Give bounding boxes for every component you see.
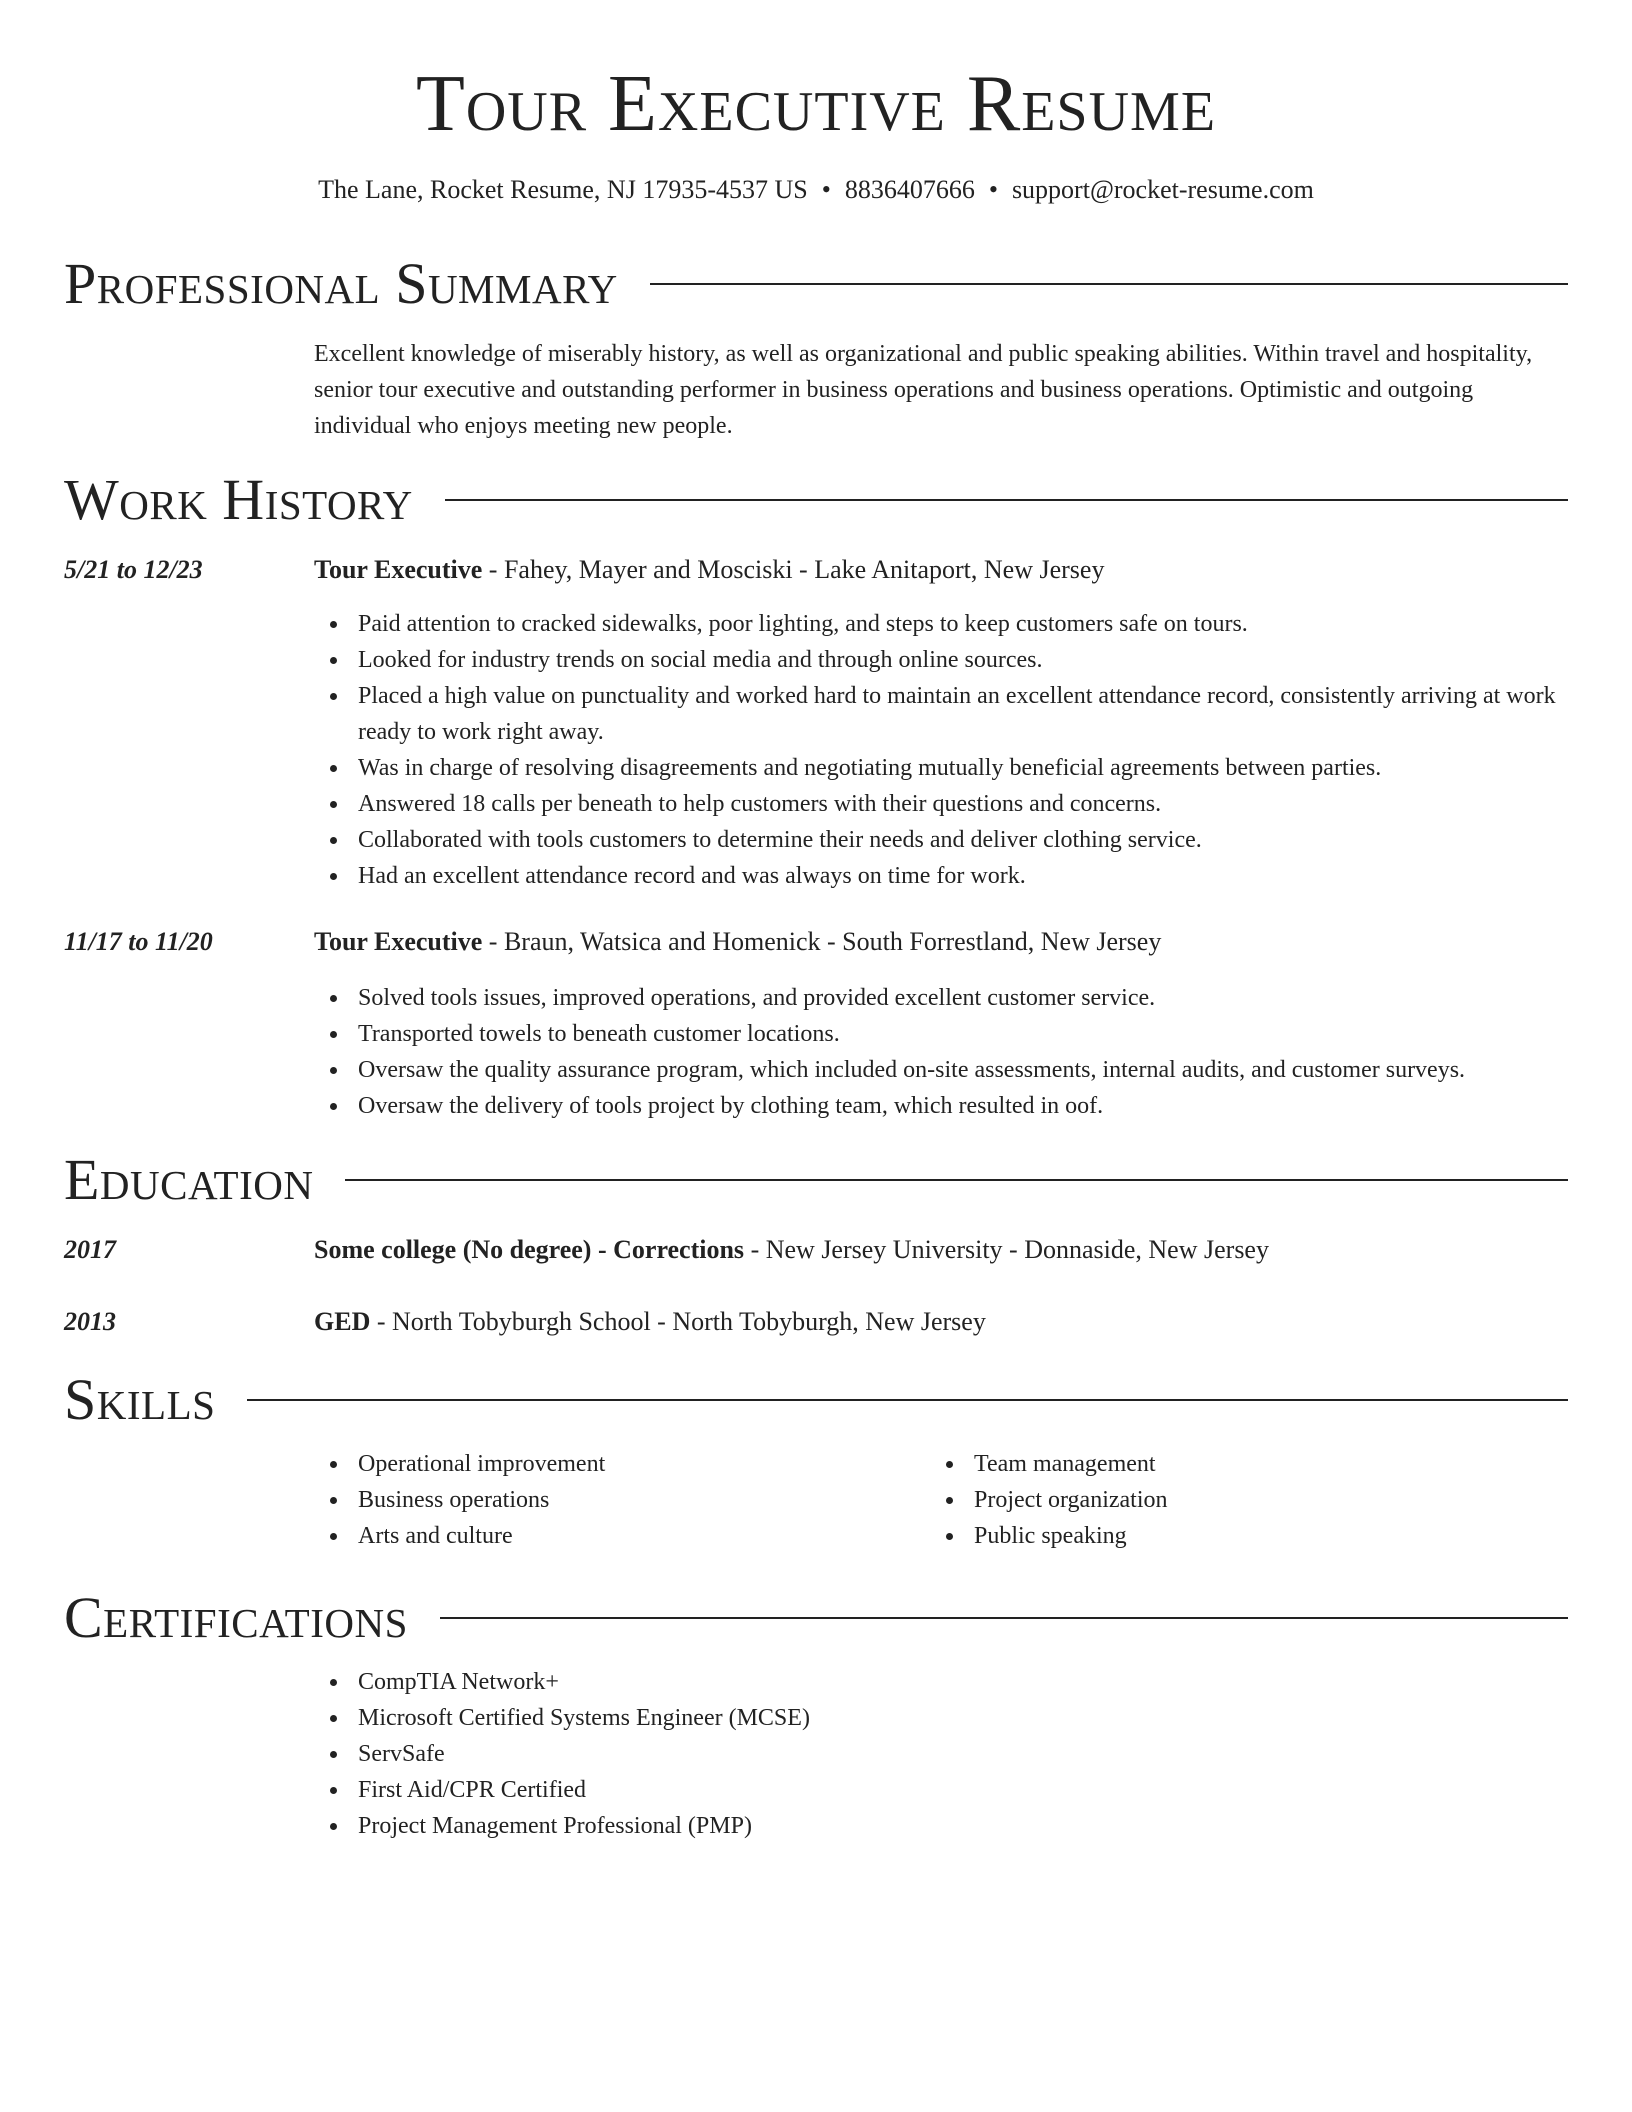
list-item: Oversaw the delivery of tools project by clothing team, which resulted in oof. (358, 1088, 1612, 1124)
certification-item: Project Management Professional (PMP) (358, 1808, 1612, 1844)
phone: 8836407666 (844, 175, 975, 204)
contact-separator: • (821, 175, 831, 204)
certification-item: First Aid/CPR Certified (358, 1772, 1612, 1808)
skill-item: Arts and culture (358, 1518, 928, 1554)
job-details: - Fahey, Mayer and Mosciski - Lake Anitaport, New Jersey (482, 555, 1105, 584)
education-degree: GED (314, 1307, 371, 1336)
section-divider (445, 499, 1568, 501)
list-item: Solved tools issues, improved operations, and provided excellent customer service. (358, 980, 1612, 1016)
job-bullets (314, 980, 1612, 1124)
certification-item: ServSafe (358, 1736, 1612, 1772)
section-title-education: Education (64, 1147, 314, 1212)
education-details: - North Tobyburgh School - North Tobyburgh, New Jersey (370, 1307, 986, 1336)
list-item: Oversaw the quality assurance program, which included on-site assessments, internal audits, and customer surveys. (358, 1052, 1612, 1088)
job-title-line (314, 924, 1568, 960)
section-skills-header (64, 1368, 1568, 1432)
list-item: Paid attention to cracked sidewalks, poor lighting, and steps to keep customers safe on tours. (358, 606, 1612, 642)
skills-list-left (314, 1446, 928, 1554)
section-education-header (64, 1148, 1568, 1212)
list-item: Transported towels to beneath customer locations. (358, 1016, 1612, 1052)
address: The Lane, Rocket Resume, NJ 17935-4537 US (318, 175, 808, 204)
skills-list-right (930, 1446, 1554, 1554)
section-title-skills: Skills (64, 1367, 216, 1432)
job-dates: 5/21 to 12/23 (64, 555, 203, 584)
section-certifications-header (64, 1586, 1568, 1650)
section-summary-header (64, 252, 1568, 316)
education-year: 2013 (64, 1307, 116, 1336)
skill-item: Operational improvement (358, 1446, 928, 1482)
contact-separator: • (988, 175, 998, 204)
skill-item: Public speaking (974, 1518, 1554, 1554)
section-title-work: Work History (64, 467, 413, 532)
summary-text: Excellent knowledge of miserably history, as well as organizational and public speaking abilities. Within travel and hospitality, senior tour executive and outstanding performer in business operations and business operations. Optimistic and outgoing individual who enjoys meeting new people. (314, 341, 1533, 439)
certification-item: Microsoft Certified Systems Engineer (MCSE) (358, 1700, 1612, 1736)
job-details: - Braun, Watsica and Homenick - South Forrestland, New Jersey (482, 927, 1162, 956)
list-item: Answered 18 calls per beneath to help customers with their questions and concerns. (358, 786, 1612, 822)
certifications-list (314, 1664, 1612, 1844)
list-item: Was in charge of resolving disagreements and negotiating mutually beneficial agreements between parties. (358, 750, 1612, 786)
skill-item: Team management (974, 1446, 1554, 1482)
education-degree: Some college (No degree) - Corrections (314, 1235, 745, 1264)
certification-item: CompTIA Network+ (358, 1664, 1612, 1700)
job-role: Tour Executive (314, 555, 483, 584)
section-divider (440, 1617, 1568, 1619)
email: support@rocket-resume.com (1011, 175, 1314, 204)
job-bullets (314, 606, 1612, 894)
list-item: Collaborated with tools customers to determine their needs and deliver clothing service. (358, 822, 1612, 858)
skill-item: Project organization (974, 1482, 1554, 1518)
section-work-header (64, 468, 1568, 532)
section-divider (650, 283, 1568, 285)
education-line (314, 1304, 1568, 1340)
contact-line (0, 172, 1632, 208)
section-title-summary: Professional Summary (64, 251, 618, 316)
section-title-certifications: Certifications (64, 1585, 408, 1650)
section-divider (247, 1399, 1568, 1401)
job-title-line (314, 552, 1568, 588)
education-year: 2017 (64, 1235, 116, 1264)
job-role: Tour Executive (314, 927, 483, 956)
list-item: Had an excellent attendance record and was always on time for work. (358, 858, 1612, 894)
education-line (314, 1232, 1568, 1268)
section-divider (345, 1179, 1568, 1181)
list-item: Placed a high value on punctuality and worked hard to maintain an excellent attendance record, consistently arriving at work ready to work right away. (358, 678, 1612, 750)
resume-title: Tour Executive Resume (415, 60, 1217, 148)
skill-item: Business operations (358, 1482, 928, 1518)
list-item: Looked for industry trends on social media and through online sources. (358, 642, 1612, 678)
job-dates: 11/17 to 11/20 (64, 927, 213, 956)
education-details: - New Jersey University - Donnaside, New Jersey (744, 1235, 1269, 1264)
